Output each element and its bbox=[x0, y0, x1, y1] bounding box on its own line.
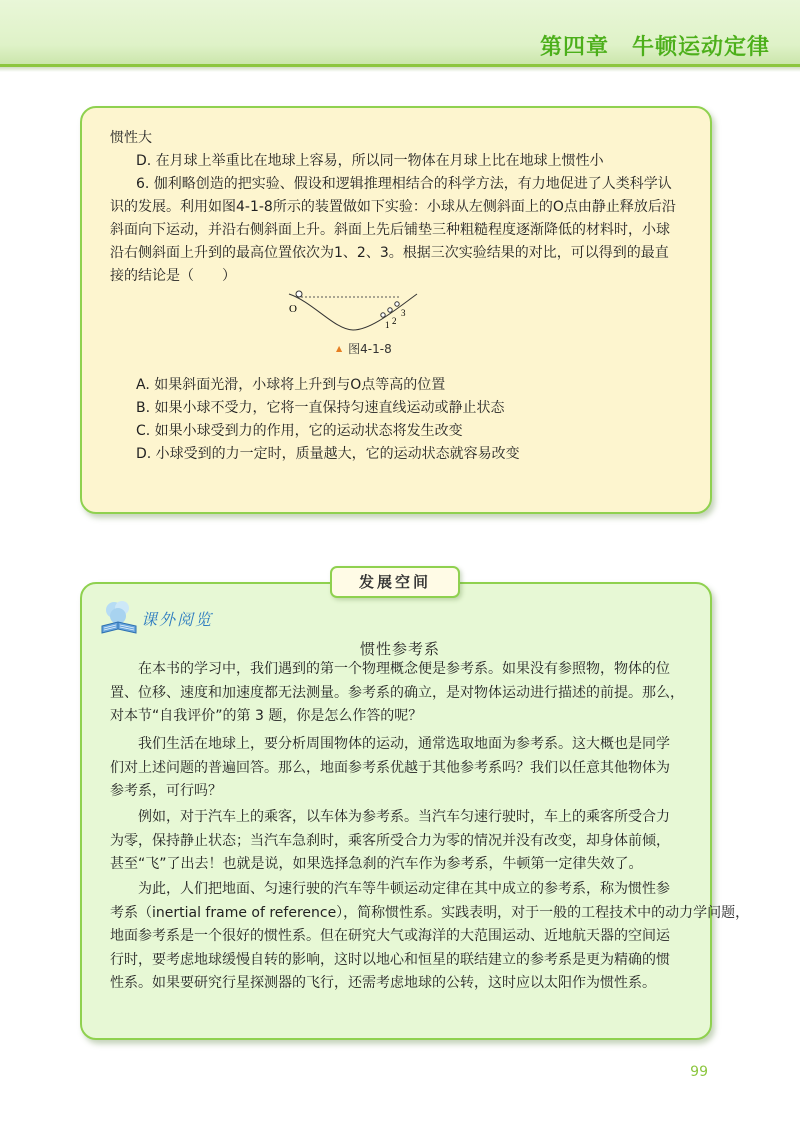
figure-caption-text: 图4-1-8 bbox=[348, 342, 392, 356]
ball-o bbox=[296, 291, 302, 297]
triangle-icon: ▲ bbox=[336, 344, 343, 353]
page-number: 99 bbox=[690, 1064, 708, 1080]
continuation-line: 惯性大 bbox=[110, 130, 152, 146]
exercise-text bbox=[110, 127, 690, 288]
option-d: D. 小球受到的力一定时，质量越大，它的运动状态就容易改变 bbox=[136, 446, 520, 462]
q6-line-4: 沿右侧斜面上升到的最高位置依次为1、2、3。根据三次实验结果的对比，可以得到的最直 bbox=[110, 245, 669, 261]
p2-line-1: 我们生活在地球上，要分析周围物体的运动，通常选取地面为参考系。这大概也是同学 bbox=[110, 736, 670, 752]
q6-line-3: 斜面向下运动，并沿右侧斜面上升。斜面上先后铺垫三种粗糙程度逐渐降低的材料时，小球 bbox=[110, 222, 670, 238]
p2-line-3: 参考系，可行吗？ bbox=[110, 783, 222, 799]
label-o: O bbox=[289, 303, 297, 315]
q6-line-1: 6. 伽利略创造的把实验、假设和逻辑推理相结合的科学方法，有力地促进了人类科学认 bbox=[136, 176, 672, 192]
reading-label: 课外阅览 bbox=[141, 610, 214, 629]
section-label: 发展空间 bbox=[330, 566, 460, 598]
p2-line-2: 们对上述问题的普遍回答。那么，地面参考系优越于其他参考系吗？我们以任意其他物体为 bbox=[110, 759, 670, 776]
ball-2 bbox=[388, 308, 392, 312]
label-1: 1 bbox=[385, 320, 390, 330]
ball-3 bbox=[395, 302, 399, 306]
p1-line-2: 置、位移、速度和加速度都无法测量。参考系的确立，是对物体运动进行描述的前提。那么， bbox=[110, 684, 684, 701]
prev-option-d: D. 在月球上举重比在地球上容易，所以同一物体在月球上比在地球上惯性小 bbox=[136, 153, 604, 169]
p1-line-3: 对本节“自我评价”的第 3 题，你是怎么作答的呢？ bbox=[110, 708, 423, 724]
q6-line-5: 接的结论是（ ） bbox=[110, 268, 236, 284]
p4-line-2: 考系（inertial frame of reference），简称惯性系。实践表明，对于一般的工程技术中的动力学问题， bbox=[110, 904, 750, 921]
article-paragraph-2 bbox=[110, 733, 694, 804]
article-paragraph-1 bbox=[110, 658, 694, 729]
p4-line-3: 地面参考系是一个很好的惯性系。但在研究大气或海洋的大范围运动、近地航天器的空间运 bbox=[110, 928, 670, 944]
p3-line-3: 甚至“飞”了出去！也就是说，如果选择急刹的汽车作为参考系，牛顿第一定律失效了。 bbox=[110, 856, 643, 872]
figure-caption bbox=[336, 340, 392, 357]
book-icon bbox=[100, 600, 138, 636]
article-paragraph-4 bbox=[110, 878, 750, 996]
p4-line-1: 为此，人们把地面、匀速行驶的汽车等牛顿运动定律在其中成立的参考系，称为惯性参 bbox=[110, 881, 670, 897]
label-3: 3 bbox=[401, 308, 406, 318]
incline-diagram bbox=[283, 286, 423, 346]
option-c: C. 如果小球受到力的作用，它的运动状态将发生改变 bbox=[136, 423, 463, 439]
q6-line-2: 识的发展。利用如图4-1-8所示的装置做如下实验：小球从左侧斜面上的O点由静止释放后沿 bbox=[110, 199, 676, 215]
p3-line-2: 为零，保持静止状态；当汽车急刹时，乘客所受合力为零的情况并没有改变，却身体前倾， bbox=[110, 832, 670, 849]
chapter-title: 第四章 牛顿运动定律 bbox=[539, 35, 770, 60]
p4-line-5: 性系。如果要研究行星探测器的飞行，还需考虑地球的公转，这时应以太阳作为惯性系。 bbox=[110, 975, 656, 991]
ball-1 bbox=[381, 313, 385, 317]
article-paragraph-3 bbox=[110, 806, 694, 877]
figure-4-1-8 bbox=[283, 286, 423, 346]
article-title: 惯性参考系 bbox=[359, 640, 440, 658]
option-b: B. 如果小球不受力，它将一直保持匀速直线运动或静止状态 bbox=[136, 400, 505, 416]
p4-line-4: 行时，要考虑地球缓慢自转的影响，这时以地心和恒星的联结建立的参考系是更为精确的惯 bbox=[110, 951, 670, 968]
label-2: 2 bbox=[392, 316, 397, 326]
header-shadow bbox=[0, 67, 800, 72]
p3-line-1: 例如，对于汽车上的乘客，以车体为参考系。当汽车匀速行驶时，车上的乘客所受合力 bbox=[110, 809, 670, 825]
p1-line-1: 在本书的学习中，我们遇到的第一个物理概念便是参考系。如果没有参照物，物体的位 bbox=[110, 661, 670, 677]
option-a: A. 如果斜面光滑，小球将上升到与O点等高的位置 bbox=[136, 377, 446, 393]
